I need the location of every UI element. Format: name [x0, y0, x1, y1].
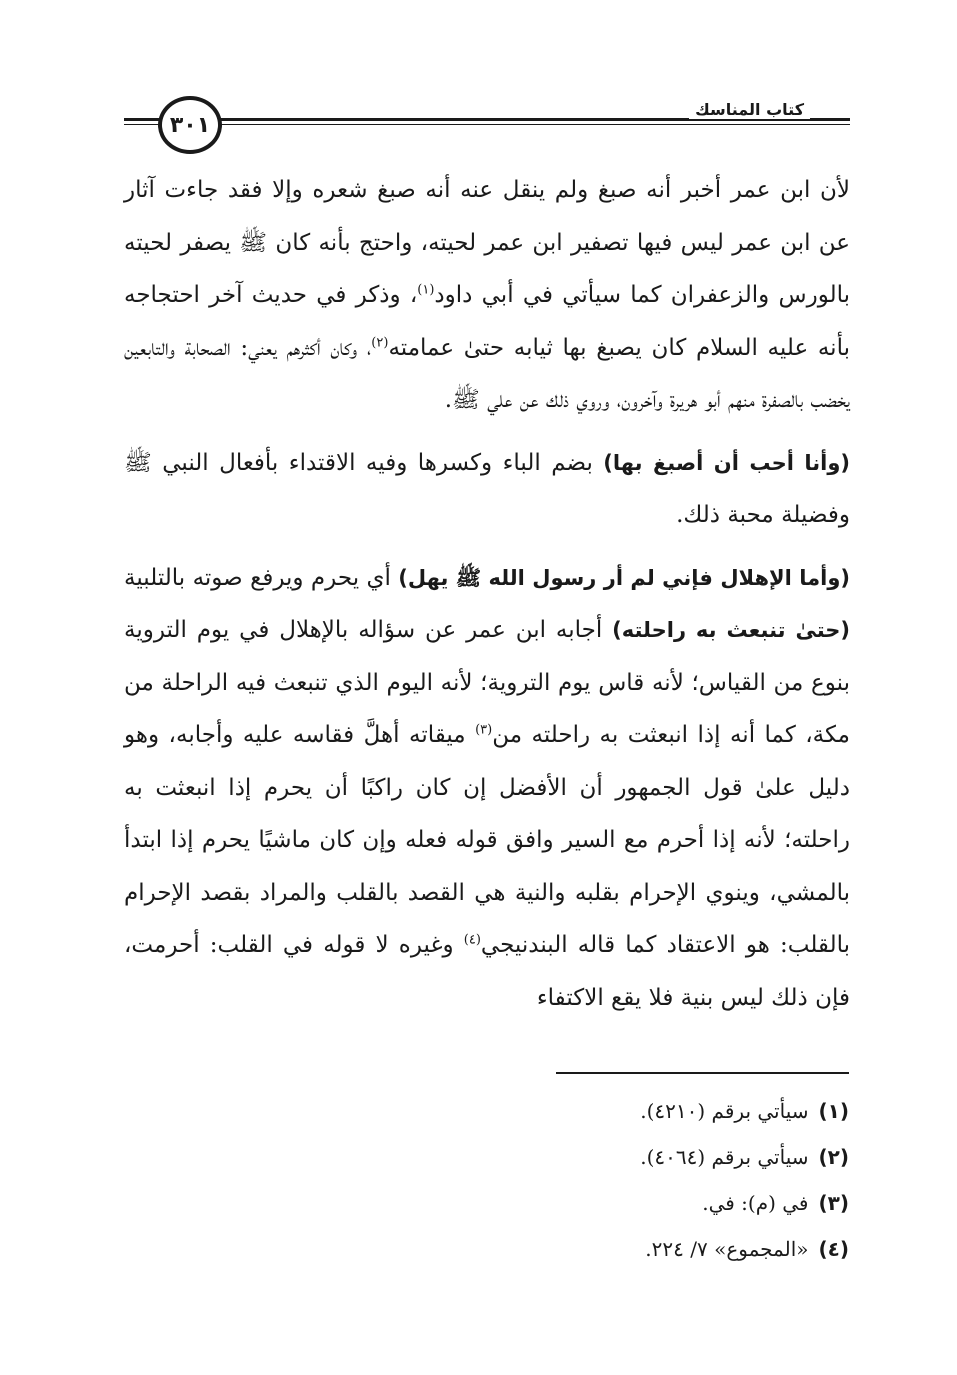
footnote-item: [349, 1134, 849, 1180]
footnote-number: (١): [818, 1099, 849, 1123]
footnote-number: (٣): [818, 1191, 849, 1215]
body-text: [124, 164, 850, 1024]
footnote-item: [349, 1180, 849, 1226]
paragraph: [124, 437, 850, 542]
commentary-text: لأن ابن عمر أخبر أنه صبغ ولم ينقل عنه أنه صبغ شعره وإلا فقد جاءت آثار عن ابن عمر ليس فيها تصفير ابن عمر لحيته، واحتج بأنه كان ﷺ يصفر لحيته بالورس والزعفران كما سيأتي في أبي داود: [124, 177, 850, 308]
quoted-text: (وأما الإهلال فإني لم أر رسول الله ﷺ يهل): [398, 565, 850, 590]
quoted-text: (حتىٰ تنبعث به راحلته): [612, 618, 850, 642]
footnote-number: (٢): [818, 1145, 849, 1169]
commentary-text: بضم الباء وكسرها وفيه الاقتداء بأفعال النبي ﷺ وفضيلة محبة ذلك.: [124, 449, 850, 528]
footnote-number: (٤): [818, 1237, 849, 1261]
commentary-text: أي يحرم ويرفع صوته بالتلبية: [124, 564, 399, 591]
footnote-text: في (م): في.: [702, 1191, 809, 1215]
footnote-item: [349, 1088, 849, 1134]
footnote-text: سيأتي برقم (٤٢١٠).: [640, 1099, 809, 1123]
commentary-text: أجابه ابن عمر عن سؤاله بالإهلال في يوم التروية بنوع من القياس؛ لأنه قاس يوم التروية؛ لأنه اليوم الذي تنبعث فيه الراحلة من مكة، كما أنه إذا انبعثت به راحلته من: [124, 617, 850, 748]
footnote-item: [349, 1226, 849, 1272]
footnote-text: «المجموع» ٧/ ٢٢٤.: [645, 1237, 809, 1261]
footnote-ref: (٤): [463, 932, 481, 948]
commentary-text: ، وكان أكثرهم يعني: الصحابة والتابعين يخضب بالصفرة منهم أبو هريرة وآخرون، وروي ذلك عن علي ﷺ.: [124, 334, 850, 413]
book-title: كتاب المناسك: [689, 100, 810, 119]
footnote-ref: (٣): [475, 722, 493, 738]
quoted-text: (وأنا أحب أن أصبغ بها): [603, 450, 850, 475]
footnote-divider: [556, 1072, 849, 1074]
page-number: ٣٠١: [158, 96, 222, 154]
footnotes: [349, 1088, 849, 1272]
footnote-text: سيأتي برقم (٤٠٦٤).: [640, 1145, 809, 1169]
footnote-ref: (١): [417, 282, 435, 298]
header-rule-main-thin: [216, 124, 850, 125]
page-header: [124, 92, 850, 164]
footnote-ref: (٢): [371, 334, 389, 350]
paragraph: [124, 552, 850, 1025]
commentary-text: ، وذكر في حديث آخر احتجاجه بأنه عليه السلام كان يصبغ بها ثيابه حتىٰ عمامته: [124, 282, 850, 361]
commentary-text: وغيره لا قوله في القلب: أحرمت، فإن ذلك ليس بنية فلا يقع الاكتفاء: [124, 932, 850, 1011]
commentary-text: ميقاته أهلَّ فقاسه عليه وأجابه، وهو دليل علىٰ قول الجمهور أن الأفضل إن كان راكبًا أن يحرم إذا انبعثت به راحلته؛ لأنه إذا أحرم مع السير وافق قوله فعله وإن كان ماشيًا يحرم إذا ابتدأ بالمشي، وينوي الإحرام بقلبه والنية هي القصد بالقلب والمراد بقصد الإحرام بالقلب: هو الاعتقاد كما قاله البندنيجي: [124, 722, 850, 958]
paragraph: [124, 164, 850, 427]
